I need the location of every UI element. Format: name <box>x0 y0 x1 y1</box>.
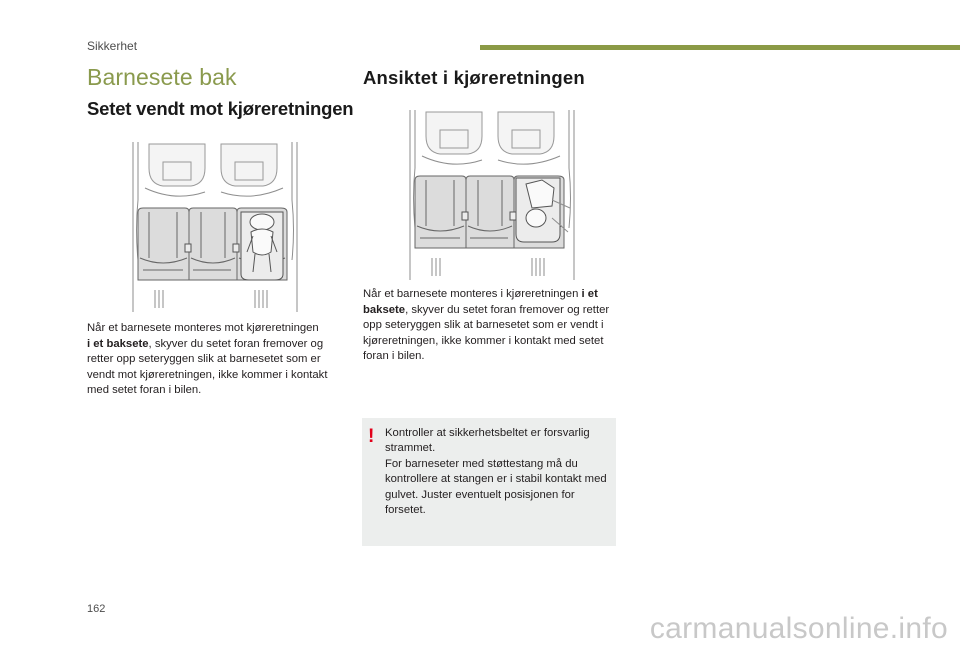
paragraph-text: Når et barnesete monteres i kjøreretningen <box>363 288 579 300</box>
section-label: Sikkerhet <box>87 39 138 53</box>
watermark: carmanualsonline.info <box>649 612 948 645</box>
paragraph-text: , skyver du setet foran fremover og retter opp seteryggen slik at barnesetet som er vendt i kjøreretningen, ikke kommer i kontakt med setet foran i bilen. <box>363 303 610 363</box>
paragraph-bold: i et baksete <box>363 288 598 316</box>
subtitle-rear-facing: Setet vendt mot kjøreretningen <box>87 98 354 119</box>
forward-facing-paragraph <box>363 287 623 365</box>
paragraph-bold: i et baksete <box>87 337 149 350</box>
paragraph-text: , skyver du setet foran fremover og retter opp seteryggen slik at barnesetet som er vendt mot kjøreretningen, ikke kommer i kontakt med setet foran i bilen. <box>87 337 328 397</box>
page-number: 162 <box>87 603 106 615</box>
warning-line: Kontroller at sikkerhetsbeltet er forsvarlig strammet. <box>385 427 590 455</box>
paragraph-text: Når et barnesete monteres mot kjøreretningen <box>87 322 319 334</box>
warning-line: For barneseter med støttestang må du kontrollere at stangen er i stabil kontakt med gulvet. Juster eventuelt posisjonen for forsetet. <box>385 457 607 517</box>
rear-facing-paragraph <box>87 321 349 399</box>
exclamation-icon: ! <box>368 426 375 447</box>
rear-facing-seat-illustration <box>125 140 305 315</box>
header-accent-bar <box>480 45 960 50</box>
warning-text <box>385 426 607 518</box>
forward-facing-seat-illustration <box>402 108 582 283</box>
subtitle-forward-facing: Ansiktet i kjøreretningen <box>363 67 585 88</box>
page-title: Barnesete bak <box>87 64 237 90</box>
